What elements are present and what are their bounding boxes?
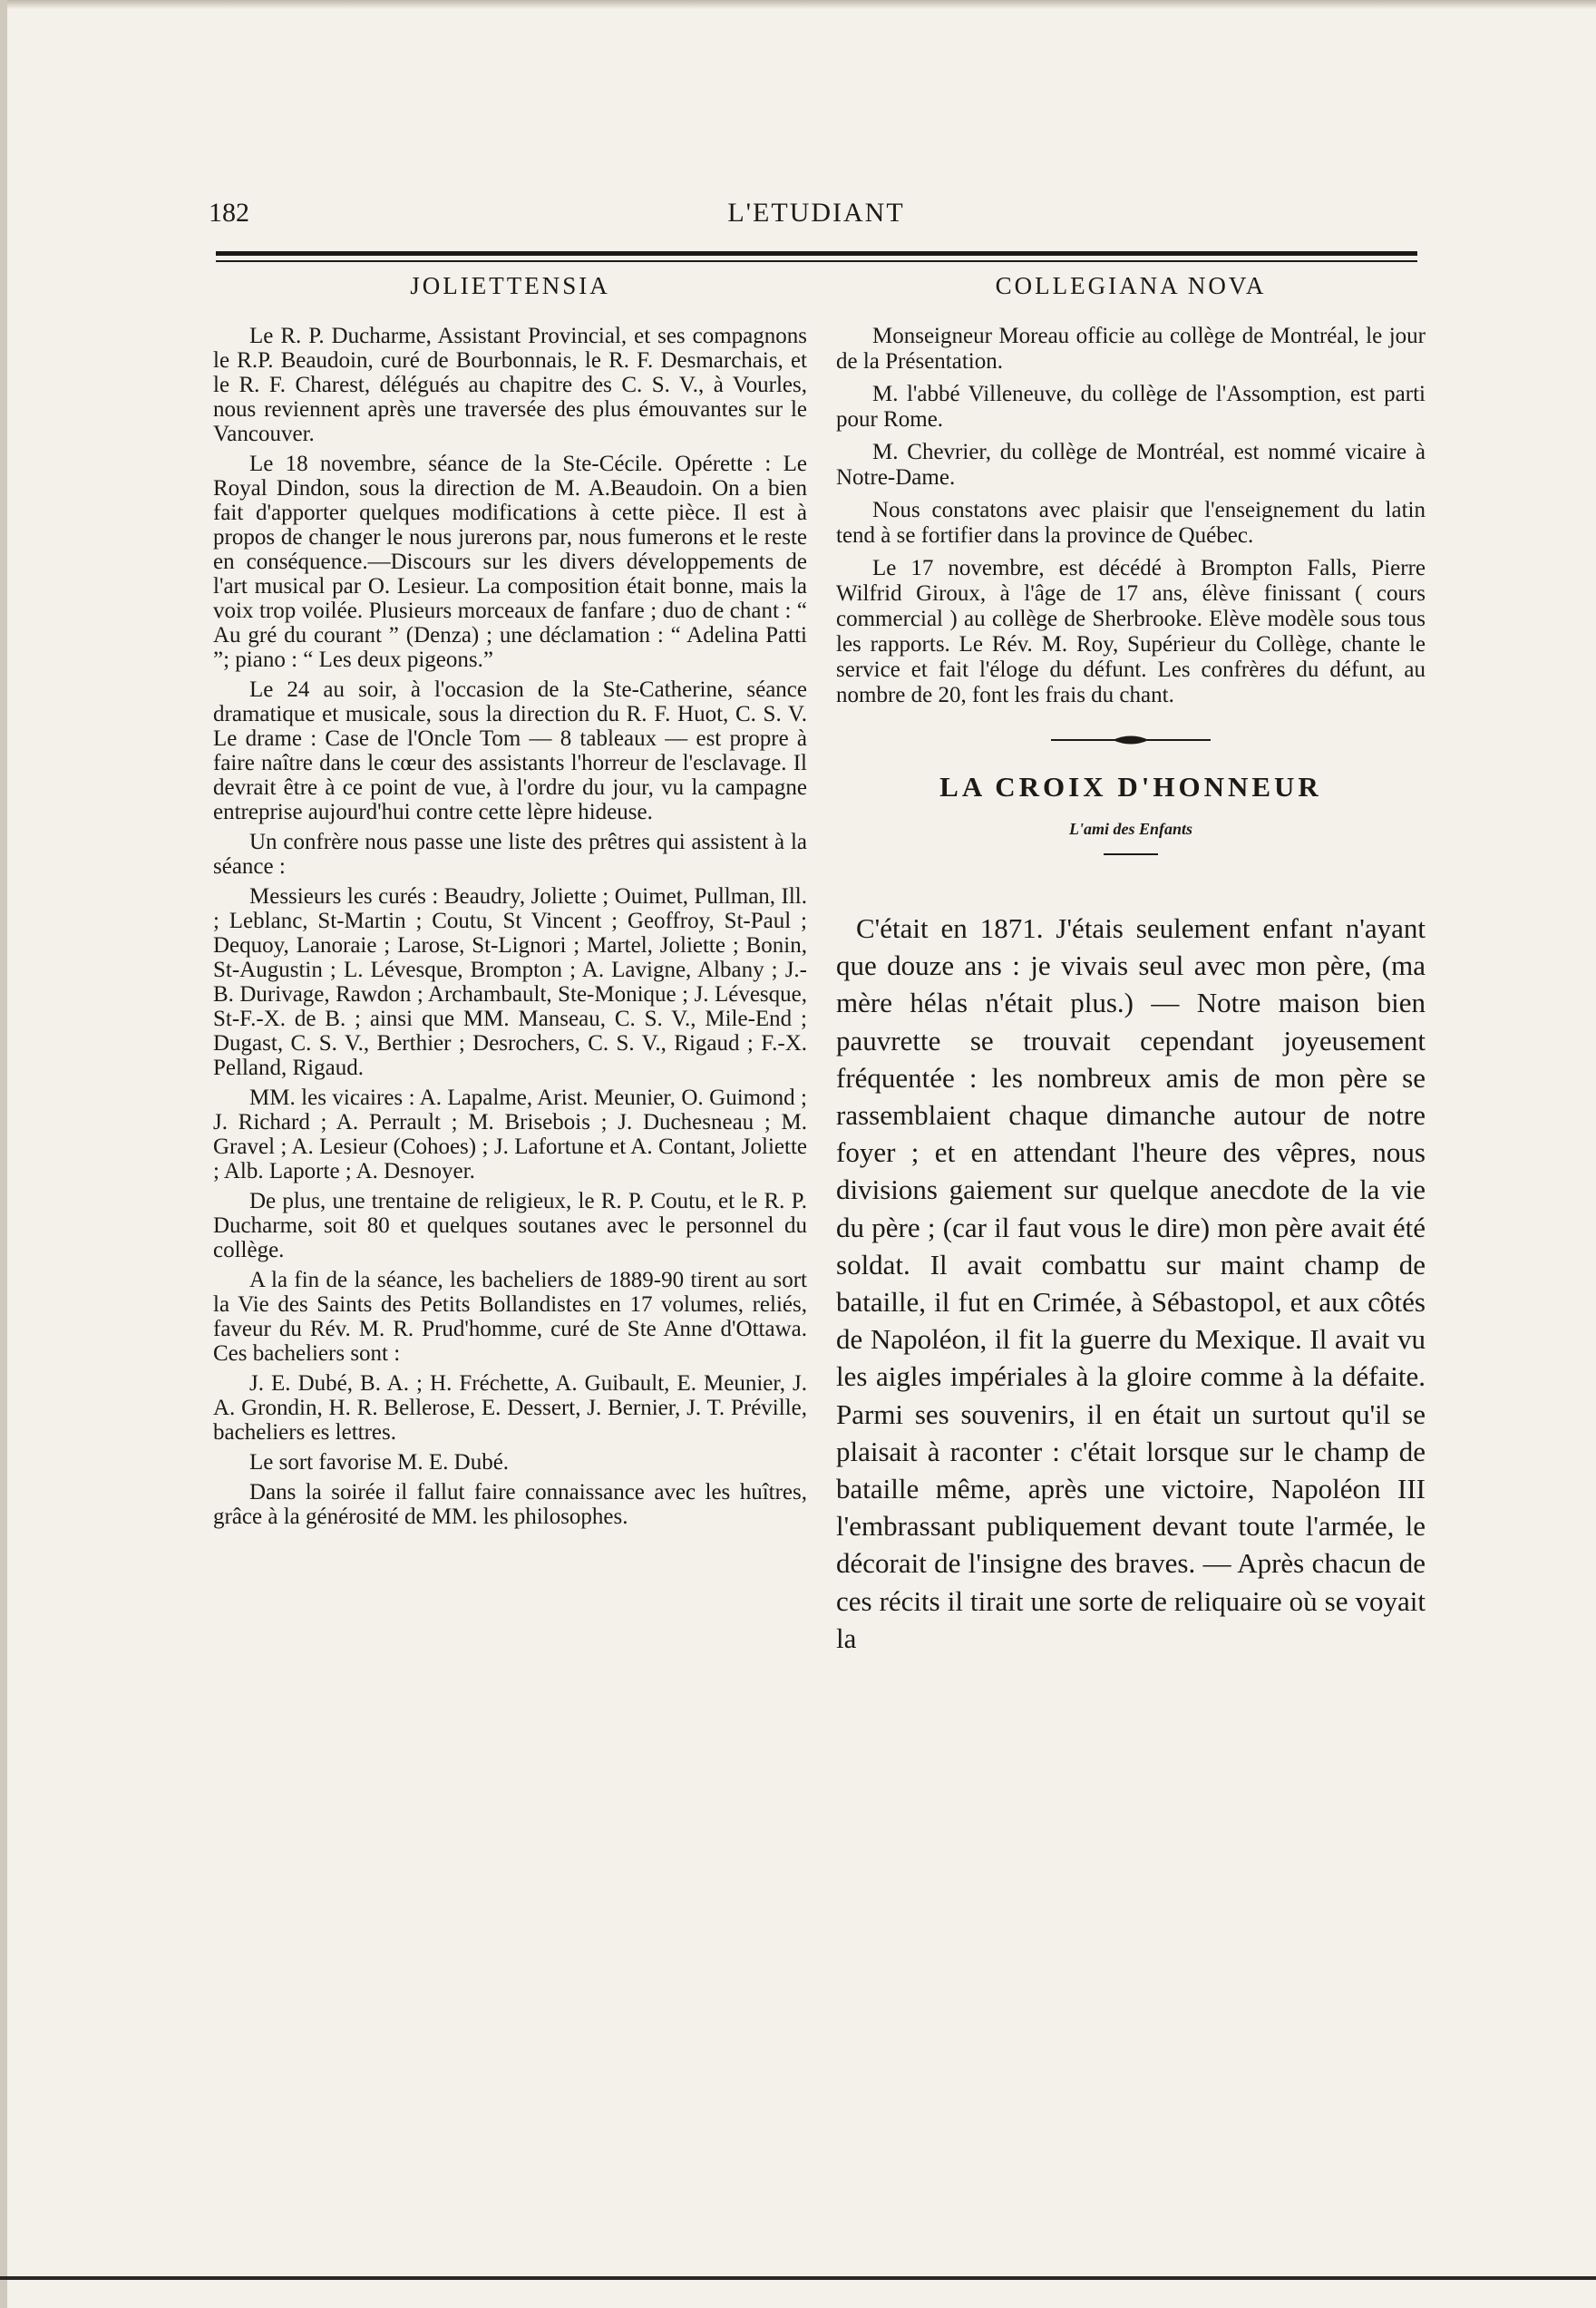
left-column: [213, 272, 807, 1534]
page-number: 182: [209, 198, 249, 228]
page-header: [209, 190, 1424, 236]
news-items: [836, 324, 1426, 708]
article-paragraph: Dans la soirée il fallut faire connaissance avec les huîtres, grâce à la générosité de MM. les philosophes.: [213, 1480, 807, 1529]
story-paragraph: C'était en 1871. J'étais seulement enfant n'ayant que douze ans : je vivais seul avec mon père, (ma mère hélas n'était plus.) — Notre maison bien pauvrette se trouvait cependant joyeusement fréquentée : les nombreux amis de mon père se rassemblaient chaque dimanche autour de notre foyer ; et en attendant l'heure des vêpres, nous divisions gaiement sur quelque anecdote de la vie du père ; (car il faut vous le dire) mon père avait été soldat. Il avait combattu sur maint champ de bataille, il fut en Crimée, à Sébastopol, et aux côtés de Napoléon, il fit la guerre du Mexique. Il avait vu les aigles impériales à la gloire comme à la défaite. Parmi ses souvenirs, il en était un surtout qu'il se plaisait à raconter : c'était lorsque sur le champ de bataille même, après une victoire, Napoléon III l'embrassant publiquement devant toute l'armée, le décorait de l'insigne des braves. — Après chacun de ces récits il tirait une sorte de reliquaire où se voyait la: [836, 912, 1426, 1654]
article-paragraph: Messieurs les curés : Beaudry, Joliette ; Ouimet, Pullman, Ill. ; Leblanc, St-Martin ; Coutu, St Vincent ; Geoffroy, St-Paul ; Dequoy, Lanoraie ; Larose, St-Lignori ; Martel, Joliette ; Bonin, St-Augustin ; L. Lévesque, Brompton ; A. Lavigne, Albany ; J.-B. Durivage, Rawdon ; Archambault, Ste-Monique ; J. Lévesque, St-F.-X. de B. ; ainsi que MM. Manseau, C. S. V., Mile-End ; Dugast, C. S. V., Berthier ; Desrochers, C. S. V., Rigaud ; F.-X. Pelland, Rigaud.: [213, 884, 807, 1080]
running-title: L'ETUDIANT: [727, 198, 905, 228]
article-paragraph: Un confrère nous passe une liste des prêtres qui assistent à la séance :: [213, 830, 807, 879]
story-title: LA CROIX D'HONNEUR: [939, 771, 1322, 803]
page-top-shadow: [0, 0, 1596, 9]
article-paragraph: Le sort favorise M. E. Dubé.: [249, 1450, 510, 1475]
news-paragraph: Le 17 novembre, est décédé à Brompton Falls, Pierre Wilfrid Giroux, à l'âge de 17 ans, élève finissant ( cours commercial ) au collège de Sherbrooke. Elève modèle sous tous les rapports. Le Rév. M. Roy, Supérieur du Collège, chante le service et fait l'éloge du défunt. Les confrères du défunt, au nombre de 20, font les frais du chant.: [836, 556, 1426, 707]
page-bottom-rule: [0, 2276, 1596, 2280]
section-heading-collegiana-nova: COLLEGIANA NOVA: [995, 272, 1267, 299]
section-heading-joliettensia: JOLIETTENSIA: [410, 272, 610, 299]
article-paragraph: Le 18 novembre, séance de la Ste-Cécile. Opérette : Le Royal Dindon, sous la direction de M. A.Beaudoin. On a bien fait d'apporter quelques modifications à cette pièce. Il est à propos de changer le nous jurerons par, nous fumerons et le reste en conséquence.—Discours sur les divers développements de l'art musical par O. Lesieur. La composition était bonne, mais la voix trop voilée. Plusieurs morceaux de fanfare ; duo de chant : “ Au gré du courant ” (Denza) ; une déclamation : “ Adelina Patti ”; piano : “ Les deux pigeons.”: [213, 452, 807, 672]
article-paragraph: MM. les vicaires : A. Lapalme, Arist. Meunier, O. Guimond ; J. Richard ; A. Perrault ; M. Brisebois ; J. Duchesneau ; M. Gravel ; A. Lesieur (Cohoes) ; J. Lafortune et A. Contant, Joliette ; Alb. Laporte ; A. Desnoyer.: [213, 1086, 807, 1183]
news-paragraph: M. l'abbé Villeneuve, du collège de l'Assomption, est parti pour Rome.: [836, 382, 1426, 432]
page-left-edge: [0, 0, 7, 2308]
article-paragraph: Le R. P. Ducharme, Assistant Provincial, et ses compagnons le R.P. Beaudoin, curé de Bourbonnais, le R. F. Desmarchais, et le R. F. Charest, délégués au chapitre des C. S. V., à Vourles, nous reviennent après une traversée des plus émouvantes sur le Vancouver.: [213, 324, 807, 446]
header-rule-thin: [216, 260, 1417, 262]
news-paragraph: M. Chevrier, du collège de Montréal, est nommé vicaire à Notre-Dame.: [836, 440, 1426, 490]
article-paragraph: A la fin de la séance, les bacheliers de 1889-90 tirent au sort la Vie des Saints des Petits Bollandistes en 17 volumes, reliés, faveur du Rév. M. R. Prud'homme, curé de Ste Anne d'Ottawa. Ces bacheliers sont :: [213, 1268, 807, 1366]
right-column: [836, 272, 1426, 1657]
ornament-divider: [836, 734, 1426, 751]
ornament-divider-icon: [1049, 734, 1212, 746]
news-paragraph: Monseigneur Moreau officie au collège de Montréal, le jour de la Présentation.: [836, 324, 1426, 374]
story-body: [836, 910, 1426, 1657]
article-paragraph: J. E. Dubé, B. A. ; H. Fréchette, A. Guibault, E. Meunier, J. A. Grondin, H. R. Bellerose, E. Dessert, J. Bernier, J. T. Préville, bacheliers es lettres.: [213, 1371, 807, 1445]
header-rule-thick: [216, 251, 1417, 256]
story-byline: L'ami des Enfants: [1068, 820, 1193, 838]
article-paragraph: Le 24 au soir, à l'occasion de la Ste-Catherine, séance dramatique et musicale, sous la direction du R. F. Huot, C. S. V. Le drame : Case de l'Oncle Tom — 8 tableaux — est propre à faire naître dans le cœur des assistants l'horreur de l'esclavage. Il devrait être à ce point de vue, à l'ordre du jour, vu la campagne entreprise aujourd'hui contre cette lèpre hideuse.: [213, 677, 807, 824]
short-rule: [1104, 853, 1158, 855]
article-paragraph: De plus, une trentaine de religieux, le R. P. Coutu, et le R. P. Ducharme, soit 80 et quelques soutanes avec le personnel du collège.: [213, 1189, 807, 1262]
news-paragraph: Nous constatons avec plaisir que l'enseignement du latin tend à se fortifier dans la province de Québec.: [836, 498, 1426, 548]
